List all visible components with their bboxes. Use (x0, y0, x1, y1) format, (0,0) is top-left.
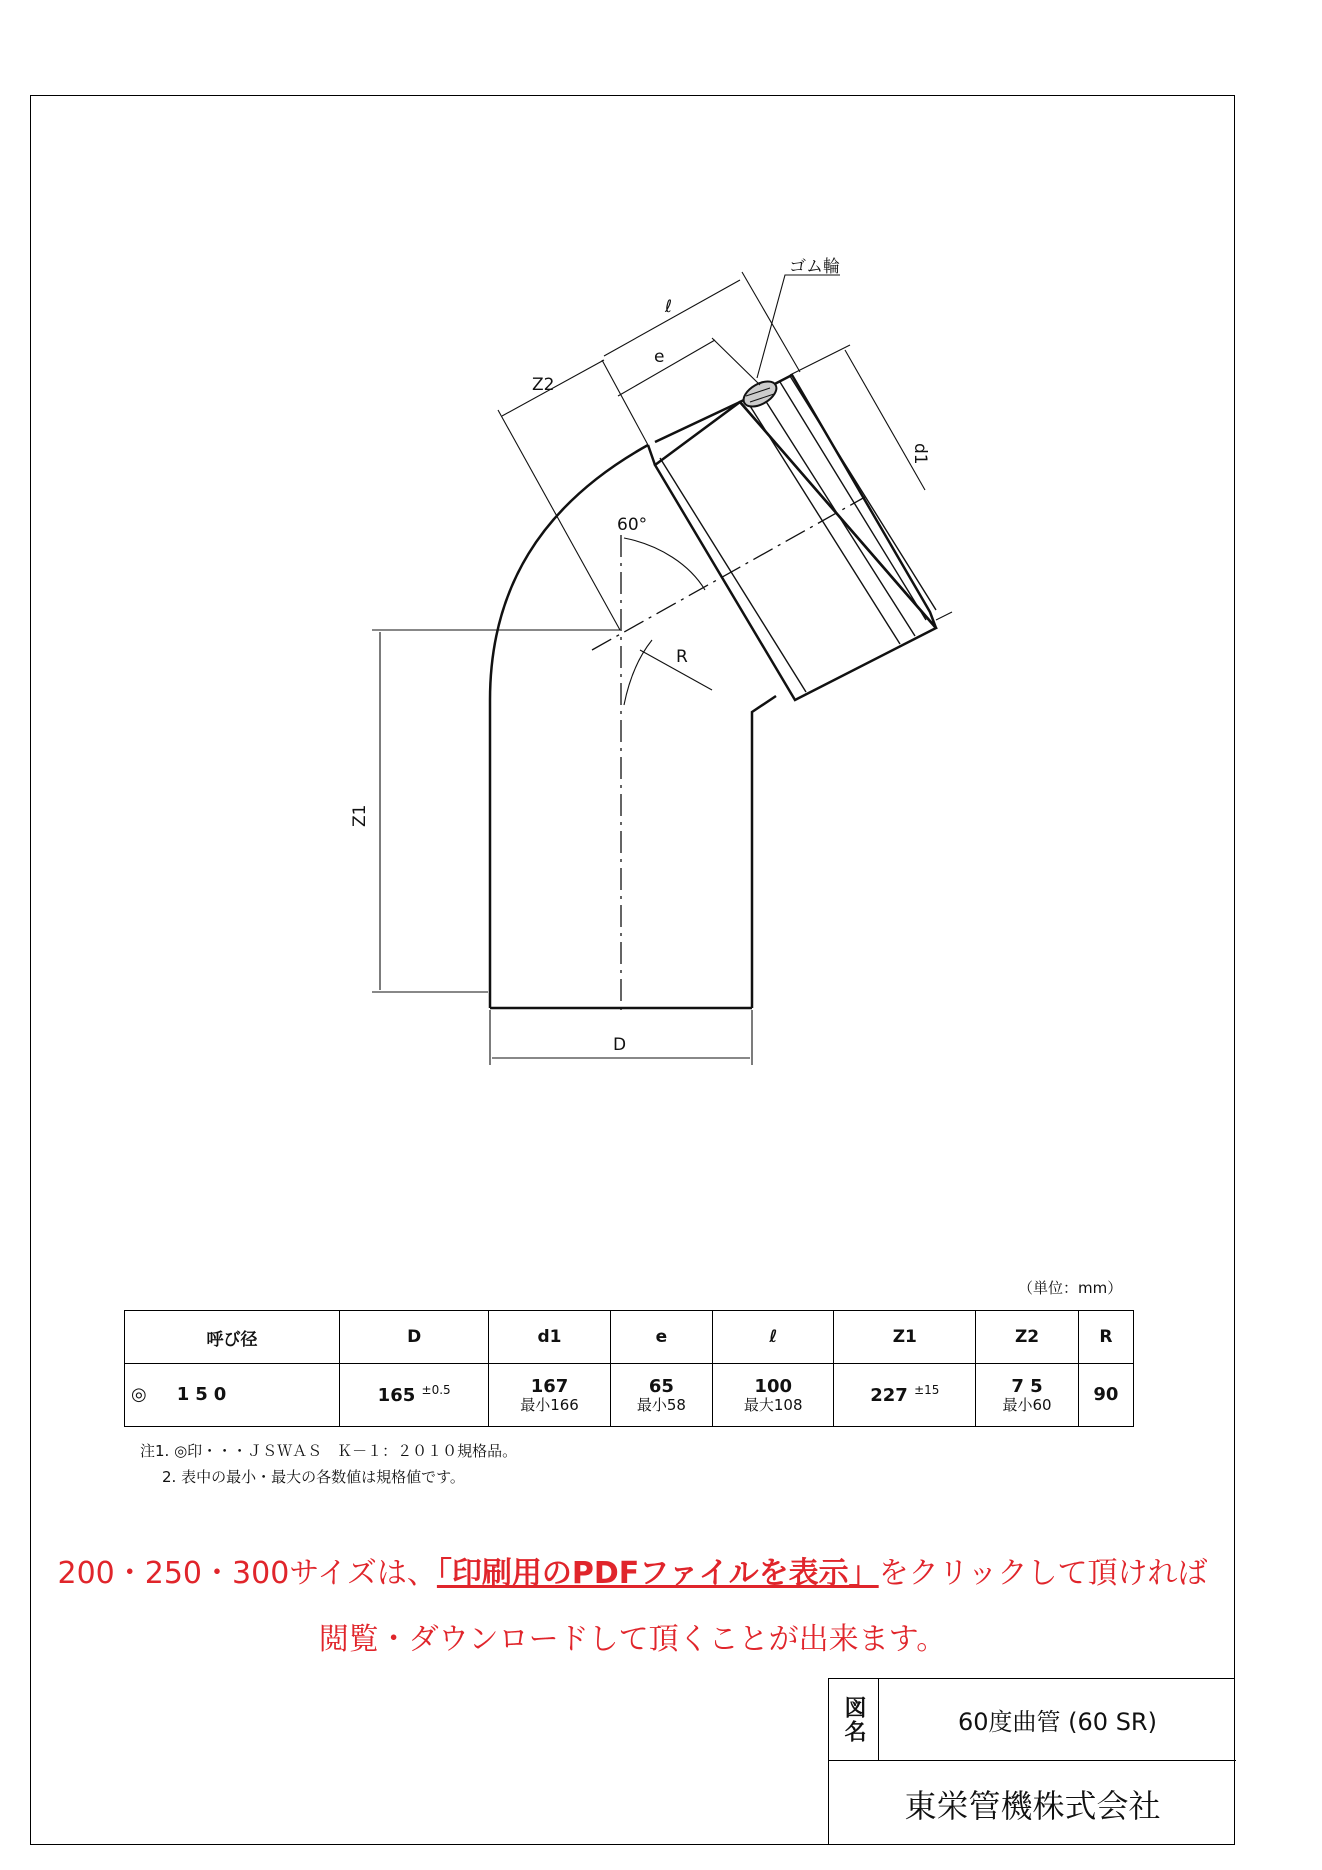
label-d1: d1 (910, 443, 930, 465)
cell-z1 (834, 1364, 976, 1427)
dim-d1-ext-bottom (936, 612, 952, 620)
pdf-message-post: をクリックして頂ければ (878, 1556, 1208, 1591)
cell-z1-value: 227 (870, 1385, 908, 1407)
header-nominal: 呼び径 (125, 1311, 340, 1364)
socket-line-3 (760, 392, 915, 636)
unit-note: （単位：mm） (1018, 1279, 1123, 1297)
label-r: R (676, 647, 688, 667)
dim-d1-ext-top (790, 345, 850, 375)
rubber-ring-leader (757, 275, 840, 378)
cell-r: 90 (1078, 1364, 1133, 1427)
label-angle: 60° (617, 515, 648, 535)
dim-d1-line (845, 350, 925, 490)
cell-z2-sub: 最小60 (1002, 1395, 1052, 1414)
rubber-ring-shape (739, 376, 780, 411)
print-pdf-link[interactable]: 「印刷用のPDFファイルを表示」 (436, 1556, 879, 1591)
dimension-lines (372, 272, 952, 1065)
label-ell: ℓ (665, 297, 673, 317)
header-e: e (610, 1311, 712, 1364)
cell-z2-value: 7 5 (1011, 1375, 1043, 1397)
cell-d1-value: 167 (530, 1375, 569, 1397)
note-1: 注1. ◎印・・・ＪＳＷＡＳ Ｋ－１：２０１０規格品。 (140, 1442, 518, 1460)
dim-z2-ext (498, 410, 620, 630)
label-z1: Z1 (350, 804, 370, 827)
spec-header-row (125, 1311, 1134, 1364)
pdf-message-line-1 (30, 1548, 1235, 1592)
header-r: R (1078, 1311, 1133, 1364)
cell-d (339, 1364, 488, 1427)
spec-data-row (125, 1364, 1134, 1427)
center-lines (592, 497, 865, 1015)
pdf-message-line-2: 閲覧・ダウンロードして頂くことが出来ます。 (318, 1622, 947, 1657)
label-e: e (654, 347, 665, 367)
company-name: 東栄管機株式会社 (904, 1786, 1161, 1825)
socket-line-5 (790, 376, 936, 610)
label-rubber-ring: ゴム輪 (789, 257, 840, 277)
notes (140, 1438, 517, 1490)
cell-ell-value: 100 (754, 1375, 792, 1397)
title-block (828, 1678, 1235, 1845)
dim-ell-ext (742, 272, 800, 372)
header-ell: ℓ (713, 1311, 834, 1364)
socket-neck-upper (655, 402, 740, 442)
cell-d1-sub: 最小166 (520, 1395, 579, 1414)
header-d: D (339, 1311, 488, 1364)
label-d: D (613, 1035, 627, 1055)
cell-d-value: 165 (377, 1385, 416, 1407)
drawing-name: 60度曲管 (60 SR) (879, 1679, 1236, 1761)
cell-d1 (489, 1364, 610, 1427)
header-z2: Z2 (976, 1311, 1078, 1364)
note-2: 2. 表中の最小・最大の各数値は規格値です。 (162, 1468, 465, 1486)
pdf-message-pre: 200・250・300サイズは、 (57, 1556, 437, 1591)
label-z2: Z2 (532, 375, 555, 395)
dim-e-line (618, 340, 715, 396)
spec-table (124, 1310, 1134, 1427)
socket-neck-left (648, 445, 655, 465)
cell-e-value: 65 (648, 1375, 674, 1397)
dim-e-ext (712, 338, 760, 385)
dim-ell-line (604, 280, 740, 356)
dim-r-arc (624, 640, 652, 705)
title-block-label: 図名 (829, 1679, 879, 1761)
cell-z1-tol: ±15 (914, 1383, 940, 1398)
cell-e (610, 1364, 712, 1427)
cell-z2 (976, 1364, 1078, 1427)
socket-bell (740, 375, 936, 628)
dim-z2-ext-b (602, 360, 648, 445)
socket-line-4 (780, 382, 926, 620)
pipe-inner-right (752, 696, 776, 998)
cell-ell (713, 1364, 834, 1427)
header-d1: d1 (489, 1311, 610, 1364)
header-z1: Z1 (834, 1311, 976, 1364)
dim-angle-arc (624, 538, 705, 590)
cell-e-sub: 最小58 (636, 1395, 686, 1414)
cell-d-tol: ±0.5 (421, 1383, 451, 1398)
cell-ell-sub: 最大108 (743, 1395, 803, 1414)
pipe-body-outline (490, 375, 936, 1008)
cell-nominal: ◎ 150 (125, 1364, 340, 1427)
